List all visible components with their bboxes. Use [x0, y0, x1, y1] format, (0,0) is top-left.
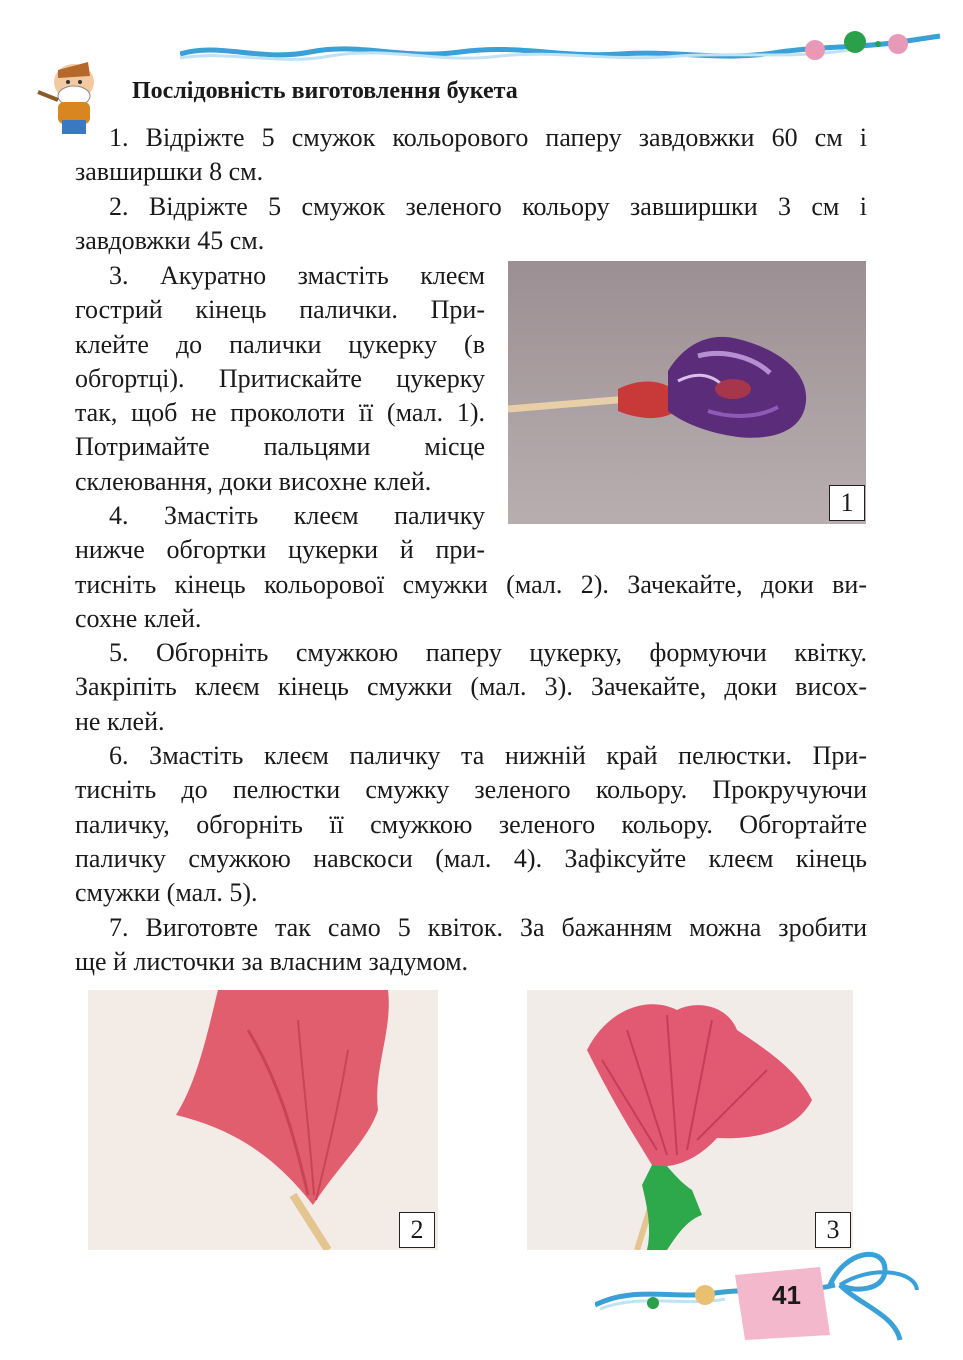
step-line: 5. Обгорніть смужкою паперу цукерку, формуючи квітку.	[109, 638, 867, 667]
section-heading: Послідовність виготовлення букета	[132, 78, 518, 104]
step-line: клейте до палички цукерку (в	[75, 329, 485, 359]
step-line: сохне клей.	[75, 603, 202, 633]
step-line: склеювання, доки висохне клей.	[75, 466, 432, 496]
step-line: ще й листочки за власним задумом.	[75, 947, 469, 977]
step-line: обгортці). Притискайте цукерку	[75, 363, 485, 393]
step-5	[75, 636, 867, 739]
step-line: 2. Відріжте 5 смужок зеленого кольору завширшки 3 см і	[109, 192, 867, 221]
figure-1-photo	[508, 261, 866, 524]
step-line: нижче обгортки цукерки й при-	[75, 535, 485, 565]
page-number: 41	[772, 1280, 801, 1310]
step-line: тисніть до пелюстки смужку зеленого кольору. Прокручуючи	[75, 775, 867, 805]
step-line: 1. Відріжте 5 смужок кольорового паперу завдовжки 60 см і	[109, 123, 867, 152]
step-line: так, щоб не проколоти її (мал. 1).	[75, 398, 485, 428]
ribbon-bow-bottom-icon	[595, 1245, 925, 1350]
step-line: тисніть кінець кольорової смужки (мал. 2). Зачекайте, доки ви-	[75, 569, 867, 599]
figure-2-number: 2	[399, 1212, 435, 1248]
step-1	[75, 121, 867, 190]
step-6	[75, 739, 867, 910]
step-line: завдовжки 45 см.	[75, 226, 265, 256]
step-2	[75, 190, 867, 259]
step-line: гострий кінець палички. При-	[75, 295, 485, 325]
step-line: смужки (мал. 5).	[75, 878, 258, 908]
figure-3-number: 3	[815, 1212, 851, 1248]
step-line: не клей.	[75, 706, 165, 736]
figure-3-photo	[527, 990, 853, 1250]
step-line: Закріпіть клеєм кінець смужки (мал. 3). Зачекайте, доки висох-	[75, 672, 867, 702]
step-line: 6. Змастіть клеєм паличку та нижній край пелюстки. При-	[109, 741, 867, 770]
step-line: паличку, обгорніть її смужкою зеленого кольору. Обгортайте	[75, 809, 867, 839]
step-line: 3. Акуратно змастіть клеєм	[109, 261, 485, 290]
step-7	[75, 911, 867, 980]
step-line: 4. Змастіть клеєм паличку	[109, 501, 485, 530]
figure-1-number: 1	[829, 485, 865, 521]
figure-2-photo	[88, 990, 438, 1250]
step-3	[75, 259, 485, 499]
step-line: Потримайте пальцями місце	[75, 432, 485, 462]
ribbon-beads-top-icon	[180, 22, 950, 82]
step-line: 7. Виготовте так само 5 квіток. За бажанням можна зробити	[109, 913, 867, 942]
step-line: паличку смужкою навскоси (мал. 4). Зафіксуйте клеєм кінець	[75, 843, 867, 873]
step-line: завширшки 8 см.	[75, 157, 264, 187]
